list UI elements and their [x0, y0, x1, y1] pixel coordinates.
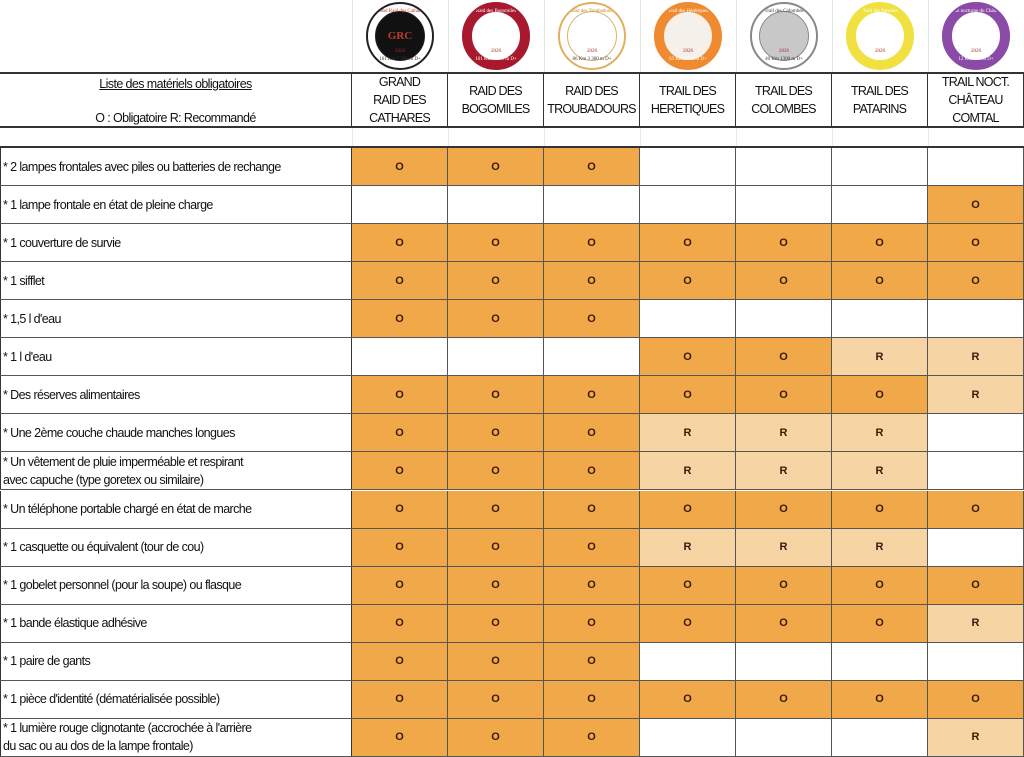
cell-recommande: R	[640, 414, 736, 451]
cell-recommande: R	[928, 605, 1024, 642]
cell-obligatoire: O	[544, 224, 640, 261]
equipment-label: * 1 couverture de survie	[0, 224, 352, 261]
equipment-label: * 1,5 l d'eau	[0, 300, 352, 337]
cell-recommande: R	[928, 719, 1024, 756]
cell-obligatoire: O	[544, 376, 640, 413]
cell-empty	[544, 186, 640, 223]
equipment-label: * 1 gobelet personnel (pour la soupe) ou flasque	[0, 567, 352, 604]
cell-obligatoire: O	[736, 376, 832, 413]
badge-top-text: Trail des Colombes	[764, 9, 804, 14]
table-row	[0, 224, 1024, 262]
equipment-label: * 1 pièce d'identité (dématérialisée possible)	[0, 681, 352, 718]
cell-obligatoire: O	[352, 262, 448, 299]
table-row	[0, 186, 1024, 224]
cell-obligatoire: O	[640, 567, 736, 604]
cell-obligatoire: O	[352, 224, 448, 261]
table-row	[0, 719, 1024, 757]
cell-obligatoire: O	[448, 567, 544, 604]
cell-obligatoire: O	[832, 262, 928, 299]
cell-obligatoire: O	[544, 414, 640, 451]
cell-obligatoire: O	[544, 300, 640, 337]
cell-empty	[736, 719, 832, 756]
race-badge-icon	[750, 2, 818, 70]
table-row	[0, 529, 1024, 567]
badge-top-text: Trail des Hérétiques	[667, 9, 709, 14]
race-logo-cell	[640, 0, 736, 72]
badge-year: 2026	[395, 49, 405, 54]
cell-obligatoire: O	[448, 148, 544, 185]
cell-obligatoire: O	[928, 224, 1024, 261]
cell-obligatoire: O	[448, 452, 544, 489]
cell-recommande: R	[832, 452, 928, 489]
race-header-6: TRAIL DES PATARINS	[832, 74, 928, 126]
race-badge-icon	[558, 2, 626, 70]
legend-text: O : Obligatoire R: Recommandé	[95, 111, 256, 125]
badge-bottom-text: 63 Km 2750 m D+	[669, 57, 707, 62]
table-row	[0, 338, 1024, 376]
cell-obligatoire: O	[448, 414, 544, 451]
cell-obligatoire: O	[352, 491, 448, 528]
equipment-label: * 1 lampe frontale en état de pleine charge	[0, 186, 352, 223]
cell-obligatoire: O	[736, 491, 832, 528]
badge-top-text: Grand Raid des Cathares	[375, 9, 425, 14]
badge-top-text: Trail nocturne du Château Comtal	[949, 9, 1003, 20]
badge-bottom-text: 101 Km 4 300 m D+	[475, 57, 517, 62]
cell-obligatoire: O	[928, 491, 1024, 528]
cell-obligatoire: O	[352, 300, 448, 337]
cell-obligatoire: O	[352, 643, 448, 680]
equipment-label: * Une 2ème couche chaude manches longues	[0, 414, 352, 451]
badge-top-text: Raid des Troubadours	[570, 9, 614, 14]
race-header-3: RAID DES TROUBADOURS	[544, 74, 640, 126]
equipment-label: * 1 l d'eau	[0, 338, 352, 375]
race-logo-cell	[448, 0, 544, 72]
cell-recommande: R	[640, 529, 736, 566]
race-badge-icon	[462, 2, 530, 70]
spacer-separator	[640, 128, 641, 146]
cell-obligatoire: O	[448, 719, 544, 756]
cell-obligatoire: O	[352, 605, 448, 642]
cell-obligatoire: O	[832, 224, 928, 261]
equipment-label: * 1 paire de gants	[0, 643, 352, 680]
cell-obligatoire: O	[448, 376, 544, 413]
cell-empty	[736, 186, 832, 223]
cell-obligatoire: O	[352, 681, 448, 718]
race-header-5: TRAIL DES COLOMBES	[736, 74, 832, 126]
cell-obligatoire: O	[448, 300, 544, 337]
cell-obligatoire: O	[928, 186, 1024, 223]
race-badge-icon	[846, 2, 914, 70]
table-row	[0, 148, 1024, 186]
cell-obligatoire: O	[352, 148, 448, 185]
equipment-label: * 1 sifflet	[0, 262, 352, 299]
cell-recommande: R	[736, 414, 832, 451]
badge-top-text: Trail des Patarins	[862, 9, 898, 14]
cell-empty	[928, 529, 1024, 566]
spacer-separator	[736, 128, 737, 146]
cell-empty	[448, 338, 544, 375]
cell-recommande: R	[928, 338, 1024, 375]
race-badge-icon	[366, 2, 434, 70]
cell-empty	[640, 186, 736, 223]
spacer-separator	[448, 128, 449, 146]
cell-obligatoire: O	[544, 148, 640, 185]
cell-empty	[448, 186, 544, 223]
race-badge-icon	[654, 2, 722, 70]
cell-recommande: R	[832, 414, 928, 451]
table-row	[0, 452, 1024, 490]
cell-empty	[736, 148, 832, 185]
cell-empty	[352, 186, 448, 223]
cell-obligatoire: O	[832, 605, 928, 642]
badge-year: 2026	[875, 49, 885, 54]
cell-obligatoire: O	[736, 338, 832, 375]
spacer-row	[0, 128, 1024, 148]
cell-obligatoire: O	[736, 567, 832, 604]
badge-year: 2026	[971, 49, 981, 54]
cell-empty	[352, 338, 448, 375]
cell-obligatoire: O	[832, 491, 928, 528]
equipment-label: * Un téléphone portable chargé en état de marche	[0, 491, 352, 528]
cell-obligatoire: O	[736, 681, 832, 718]
equipment-label: * Des réserves alimentaires	[0, 376, 352, 413]
badge-year: 2026	[587, 49, 597, 54]
cell-obligatoire: O	[448, 681, 544, 718]
cell-obligatoire: O	[448, 491, 544, 528]
cell-obligatoire: O	[928, 681, 1024, 718]
cell-obligatoire: O	[832, 376, 928, 413]
table-row	[0, 491, 1024, 529]
spacer-separator	[544, 128, 545, 146]
cell-obligatoire: O	[544, 529, 640, 566]
equipment-label: * 1 casquette ou équivalent (tour de cou)	[0, 529, 352, 566]
cell-obligatoire: O	[448, 643, 544, 680]
cell-obligatoire: O	[352, 452, 448, 489]
table-row	[0, 300, 1024, 338]
equipment-label: * 2 lampes frontales avec piles ou batteries de rechange	[0, 148, 352, 185]
cell-obligatoire: O	[544, 719, 640, 756]
cell-empty	[640, 300, 736, 337]
race-logo-cell	[832, 0, 928, 72]
cell-obligatoire: O	[640, 376, 736, 413]
cell-obligatoire: O	[640, 681, 736, 718]
cell-obligatoire: O	[448, 262, 544, 299]
table-row	[0, 262, 1024, 300]
race-logo-cell	[352, 0, 448, 72]
cell-obligatoire: O	[448, 605, 544, 642]
cell-obligatoire: O	[544, 491, 640, 528]
cell-obligatoire: O	[832, 681, 928, 718]
badge-year: 2026	[779, 49, 789, 54]
cell-empty	[928, 643, 1024, 680]
cell-recommande: R	[832, 338, 928, 375]
cell-recommande: R	[640, 452, 736, 489]
badge-bottom-text: 86 Km 3 300 m D+	[572, 57, 612, 62]
badge-bottom-text: 40 Km 1300 m D+	[765, 57, 803, 62]
cell-obligatoire: O	[544, 262, 640, 299]
race-logo-cell	[928, 0, 1024, 72]
cell-obligatoire: O	[352, 719, 448, 756]
cell-empty	[928, 148, 1024, 185]
cell-obligatoire: O	[640, 224, 736, 261]
cell-recommande: R	[736, 529, 832, 566]
cell-empty	[832, 148, 928, 185]
cell-empty	[640, 148, 736, 185]
cell-empty	[640, 643, 736, 680]
cell-obligatoire: O	[544, 681, 640, 718]
cell-obligatoire: O	[352, 567, 448, 604]
cell-empty	[736, 300, 832, 337]
table-header	[0, 72, 1024, 128]
cell-obligatoire: O	[640, 491, 736, 528]
cell-empty	[544, 338, 640, 375]
cell-obligatoire: O	[448, 529, 544, 566]
cell-empty	[640, 719, 736, 756]
cell-obligatoire: O	[640, 605, 736, 642]
cell-recommande: R	[832, 529, 928, 566]
spacer-separator	[352, 128, 353, 146]
spacer-separator	[928, 128, 929, 146]
badge-year: 2026	[491, 49, 501, 54]
cell-empty	[832, 643, 928, 680]
cell-recommande: R	[736, 452, 832, 489]
cell-obligatoire: O	[640, 338, 736, 375]
cell-obligatoire: O	[928, 262, 1024, 299]
cell-obligatoire: O	[544, 643, 640, 680]
race-logo-cell	[736, 0, 832, 72]
cell-empty	[928, 414, 1024, 451]
equipment-label: * 1 lumière rouge clignotante (accrochée à l'arrière du sac ou au dos de la lampe frontale)	[0, 719, 352, 756]
badge-year: 2026	[683, 49, 693, 54]
cell-obligatoire: O	[928, 567, 1024, 604]
badge-monogram: GRC	[387, 30, 413, 42]
table-row	[0, 376, 1024, 414]
cell-empty	[928, 452, 1024, 489]
race-logos-row	[0, 0, 1024, 72]
table-row	[0, 681, 1024, 719]
cell-obligatoire: O	[832, 567, 928, 604]
cell-empty	[832, 186, 928, 223]
cell-obligatoire: O	[736, 262, 832, 299]
table-row	[0, 605, 1024, 643]
cell-obligatoire: O	[544, 605, 640, 642]
cell-recommande: R	[928, 376, 1024, 413]
cell-obligatoire: O	[736, 224, 832, 261]
cell-empty	[736, 643, 832, 680]
list-title: Liste des matériels obligatoires	[99, 77, 252, 91]
header-title-cell	[0, 74, 352, 126]
equipment-label: * Un vêtement de pluie imperméable et respirant avec capuche (type goretex ou similaire)	[0, 452, 352, 489]
cell-obligatoire: O	[736, 605, 832, 642]
badge-top-text: Raid des Bogomiles	[475, 9, 517, 14]
race-header-4: TRAIL DES HERETIQUES	[640, 74, 736, 126]
race-header-7: TRAIL NOCT. CHÂTEAU COMTAL	[928, 74, 1024, 126]
cell-obligatoire: O	[352, 376, 448, 413]
cell-obligatoire: O	[544, 452, 640, 489]
cell-obligatoire: O	[352, 529, 448, 566]
badge-bottom-text: 12 Km 250 m D+	[958, 57, 994, 62]
race-header-2: RAID DES BOGOMILES	[448, 74, 544, 126]
badge-bottom-text: 161 Km 7 200 m D+	[379, 57, 421, 62]
table-row	[0, 567, 1024, 605]
table-row	[0, 643, 1024, 681]
table-row	[0, 414, 1024, 452]
race-header-1: GRAND RAID DES CATHARES	[352, 74, 448, 126]
race-badge-icon	[942, 2, 1010, 70]
cell-empty	[928, 300, 1024, 337]
cell-empty	[832, 300, 928, 337]
cell-obligatoire: O	[640, 262, 736, 299]
cell-obligatoire: O	[352, 414, 448, 451]
cell-obligatoire: O	[448, 224, 544, 261]
equipment-label: * 1 bande élastique adhésive	[0, 605, 352, 642]
race-logo-cell	[544, 0, 640, 72]
cell-empty	[832, 719, 928, 756]
spacer-separator	[832, 128, 833, 146]
cell-obligatoire: O	[544, 567, 640, 604]
